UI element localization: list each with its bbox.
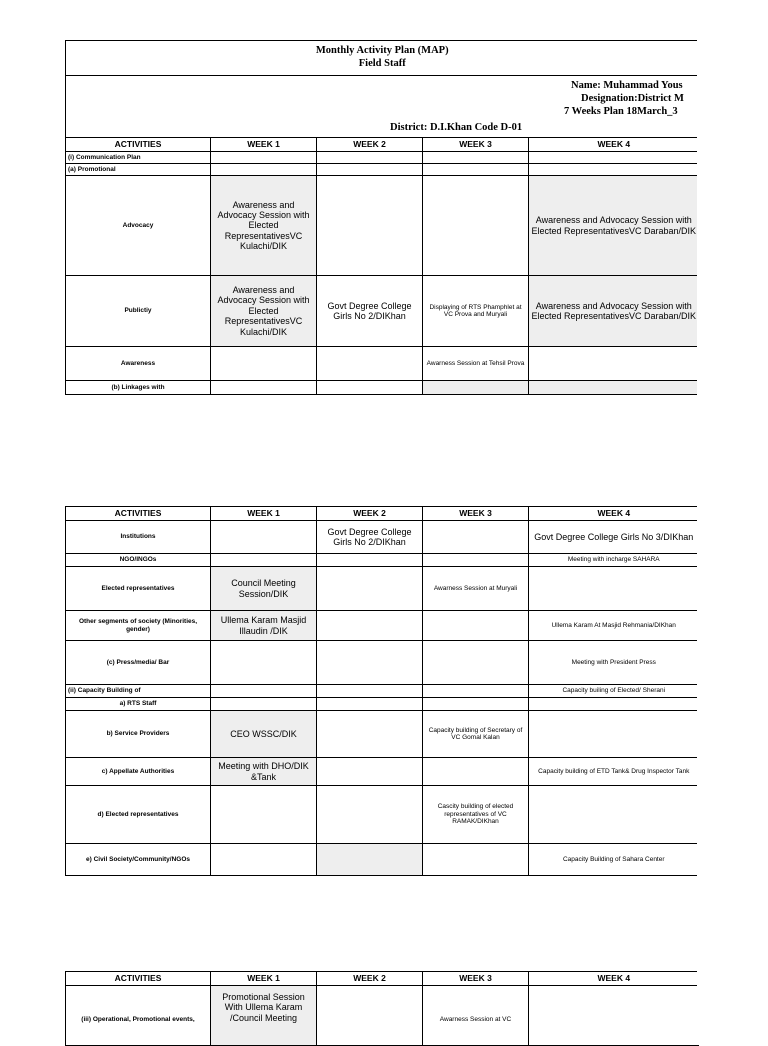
- week-cell: [211, 685, 317, 698]
- activity-cell: e) Civil Society/Community/NGOs: [66, 844, 211, 876]
- week-cell: [423, 641, 529, 685]
- week-cell: Govt Degree College Girls No 2/DIKhan: [317, 521, 423, 554]
- table-row: [66, 567, 699, 611]
- header-row: [66, 138, 699, 152]
- activity-cell: d) Elected representatives: [66, 786, 211, 844]
- week-cell: Ullema Karam At Masjid Rehmania/DIKhan: [529, 611, 699, 641]
- activity-table-1: [65, 137, 699, 395]
- col-week-1: WEEK 1: [211, 507, 317, 521]
- activity-cell: Other segments of society (Minorities, gender): [66, 611, 211, 641]
- activity-cell: Advocacy: [66, 176, 211, 276]
- week-cell: Displaying of RTS Phamphlet at VC Prova and Muryali: [423, 276, 529, 347]
- table-row: [66, 554, 699, 567]
- col-week-3: WEEK 3: [423, 138, 529, 152]
- week-cell: [529, 381, 699, 395]
- activity-table-2: [65, 506, 699, 876]
- table-row: [66, 698, 699, 711]
- table-row: [66, 685, 699, 698]
- week-cell: [211, 152, 317, 164]
- week-cell: [529, 152, 699, 164]
- week-cell: [423, 698, 529, 711]
- week-cell: [317, 347, 423, 381]
- week-cell: Ullema Karam Masjid Illaudin /DIK: [211, 611, 317, 641]
- week-cell: [529, 164, 699, 176]
- week-cell: [317, 844, 423, 876]
- week-cell: [423, 152, 529, 164]
- plan-title: Monthly Activity Plan (MAP): [315, 45, 449, 57]
- activity-cell: Awareness: [66, 347, 211, 381]
- week-cell: [317, 711, 423, 758]
- week-cell: Promotional Session With Ullema Karam /Council Meeting: [211, 986, 317, 1046]
- week-cell: [211, 554, 317, 567]
- table-row: [66, 176, 699, 276]
- week-cell: Awareness and Advocacy Session with Elected RepresentativesVC Kulachi/DIK: [211, 276, 317, 347]
- week-cell: Awareness and Advocacy Session with Elected RepresentativesVC Daraban/DIK: [529, 176, 699, 276]
- col-week-2: WEEK 2: [317, 507, 423, 521]
- col-week-3: WEEK 3: [423, 972, 529, 986]
- table-row: [66, 521, 699, 554]
- table-row: [66, 711, 699, 758]
- week-cell: [317, 164, 423, 176]
- week-cell: [317, 611, 423, 641]
- week-cell: Capacity builing of Elected/ Sherani: [529, 685, 699, 698]
- activity-cell: (a) Promotional: [66, 164, 211, 176]
- table-row: [66, 347, 699, 381]
- staff-info-cell: [66, 76, 699, 138]
- week-cell: [211, 347, 317, 381]
- activity-cell: Elected representatives: [66, 567, 211, 611]
- week-cell: [211, 641, 317, 685]
- plan-title-cell: [66, 41, 699, 76]
- table-row: [66, 758, 699, 786]
- col-week-1: WEEK 1: [211, 138, 317, 152]
- plan-subtitle: Field Staff: [358, 58, 406, 69]
- week-cell: Meeting with DHO/DIK &Tank: [211, 758, 317, 786]
- week-cell: [317, 758, 423, 786]
- plan-period: 7 Weeks Plan 18March_3: [564, 106, 678, 117]
- week-cell: Meeting with incharge SAHARA: [529, 554, 699, 567]
- week-cell: [529, 347, 699, 381]
- header-table: [65, 40, 699, 138]
- header-row: [66, 972, 699, 986]
- staff-name: Name: Muhammad Yous: [571, 80, 683, 91]
- week-cell: [423, 381, 529, 395]
- col-week-4: WEEK 4: [529, 138, 699, 152]
- activity-cell: (ii) Capacity Building of: [66, 685, 211, 698]
- week-cell: [211, 381, 317, 395]
- week-cell: [529, 698, 699, 711]
- table-row: [66, 844, 699, 876]
- col-week-3: WEEK 3: [423, 507, 529, 521]
- week-cell: [211, 844, 317, 876]
- week-cell: [423, 164, 529, 176]
- week-cell: [317, 567, 423, 611]
- week-cell: [317, 381, 423, 395]
- activity-cell: (iii) Operational, Promotional events,: [66, 986, 211, 1046]
- week-cell: Govt Degree College Girls No 2/DIKhan: [317, 276, 423, 347]
- week-cell: CEO WSSC/DIK: [211, 711, 317, 758]
- week-cell: [423, 844, 529, 876]
- week-cell: [317, 176, 423, 276]
- week-cell: Awarness Session at VC: [423, 986, 529, 1046]
- week-cell: [211, 164, 317, 176]
- activity-cell: a) RTS Staff: [66, 698, 211, 711]
- activity-cell: (i) Communication Plan: [66, 152, 211, 164]
- activity-cell: c) Appellate Authorities: [66, 758, 211, 786]
- week-cell: [211, 786, 317, 844]
- week-cell: Capacity building of Secretary of VC Gomal Kalan: [423, 711, 529, 758]
- activity-cell: (b) Linkages with: [66, 381, 211, 395]
- activity-cell: b) Service Providers: [66, 711, 211, 758]
- week-cell: Awarness Session at Tehsil Prova: [423, 347, 529, 381]
- page-edge-mask: [697, 0, 768, 1024]
- week-cell: [423, 176, 529, 276]
- header-row: [66, 507, 699, 521]
- col-week-2: WEEK 2: [317, 972, 423, 986]
- table-row: [66, 986, 699, 1046]
- week-cell: [529, 986, 699, 1046]
- week-cell: Awarness Session at Muryali: [423, 567, 529, 611]
- week-cell: [317, 986, 423, 1046]
- week-cell: [211, 521, 317, 554]
- activity-table-3: [65, 971, 699, 1046]
- week-cell: [423, 685, 529, 698]
- week-cell: [423, 554, 529, 567]
- week-cell: [317, 786, 423, 844]
- week-cell: [317, 554, 423, 567]
- col-week-4: WEEK 4: [529, 972, 699, 986]
- col-week-2: WEEK 2: [317, 138, 423, 152]
- table-row: [66, 164, 699, 176]
- week-cell: [211, 698, 317, 711]
- col-activities: ACTIVITIES: [66, 972, 211, 986]
- col-activities: ACTIVITIES: [66, 507, 211, 521]
- week-cell: Capacity Building of Sahara Center: [529, 844, 699, 876]
- activity-cell: Publictiy: [66, 276, 211, 347]
- col-week-4: WEEK 4: [529, 507, 699, 521]
- week-cell: Cascity building of elected representatives of VC RAMAK/DIKhan: [423, 786, 529, 844]
- week-cell: [317, 685, 423, 698]
- week-cell: [529, 786, 699, 844]
- week-cell: Capacity building of ETD Tank& Drug Inspector Tank: [529, 758, 699, 786]
- district-code: District: D.I.Khan Code D-01: [390, 122, 523, 133]
- col-week-1: WEEK 1: [211, 972, 317, 986]
- week-cell: [529, 711, 699, 758]
- week-cell: Meeting with President Press: [529, 641, 699, 685]
- table-row: [66, 276, 699, 347]
- table-row: [66, 641, 699, 685]
- week-cell: [529, 567, 699, 611]
- week-cell: [317, 698, 423, 711]
- week-cell: Govt Degree College Girls No 3/DIKhan: [529, 521, 699, 554]
- activity-cell: Institutions: [66, 521, 211, 554]
- activity-cell: (c) Press/media/ Bar: [66, 641, 211, 685]
- table-row: [66, 786, 699, 844]
- week-cell: [317, 152, 423, 164]
- col-activities: ACTIVITIES: [66, 138, 211, 152]
- activity-cell: NGO/INGOs: [66, 554, 211, 567]
- week-cell: Awareness and Advocacy Session with Elected RepresentativesVC Kulachi/DIK: [211, 176, 317, 276]
- week-cell: Awareness and Advocacy Session with Elected RepresentativesVC Daraban/DIK: [529, 276, 699, 347]
- staff-designation: Designation:District M: [581, 93, 684, 104]
- week-cell: [423, 611, 529, 641]
- week-cell: Council Meeting Session/DIK: [211, 567, 317, 611]
- table-row: [66, 611, 699, 641]
- week-cell: [423, 758, 529, 786]
- table-row: [66, 152, 699, 164]
- week-cell: [423, 521, 529, 554]
- week-cell: [317, 641, 423, 685]
- table-row: [66, 381, 699, 395]
